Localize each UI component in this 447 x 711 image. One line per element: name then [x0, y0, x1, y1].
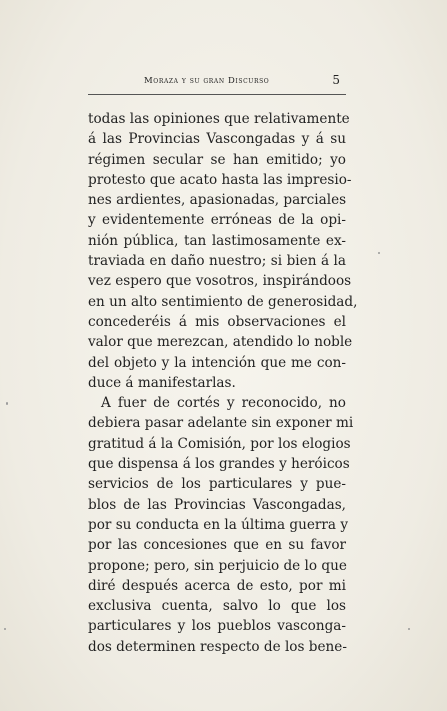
text-line: blos de las Provincias Vascongadas, — [88, 496, 346, 513]
text-line: diré después acerca de esto, por mi — [88, 577, 346, 594]
text-line: del objeto y la intención que me con- — [88, 354, 346, 371]
text-line: en un alto sentimiento de generosidad, — [88, 293, 358, 310]
text-line: traviada en daño nuestro; si bien á la — [88, 253, 346, 270]
text-line: todas las opiniones que relativamente — [88, 111, 350, 127]
header-rule — [88, 94, 346, 95]
text-line: por su conducta en la última guerra y — [88, 516, 348, 533]
text-line: debiera pasar adelante sin exponer mi — [88, 415, 354, 432]
text-line: concederéis á mis observaciones el — [88, 313, 346, 330]
running-head: Moraza y su gran Discurso — [144, 76, 270, 86]
text-line: régimen secular se han emitido; yo — [88, 151, 346, 168]
text-line: exclusiva cuenta, salvo lo que los — [88, 598, 346, 615]
text-line: dos determinen respecto de los bene- — [88, 638, 347, 655]
text-line: nión pública, tan lastimosamente ex- — [88, 232, 346, 249]
paper-speck — [6, 402, 8, 405]
text-line: duce á manifestarlas. — [88, 374, 236, 391]
text-line: protesto que acato hasta las impresio- — [88, 171, 352, 188]
text-line: gratitud á la Comisión, por los elogios — [88, 435, 351, 452]
text-line: A fuer de cortés y reconocido, no — [101, 395, 346, 412]
text-line: propone; pero, sin perjuicio de lo que — [88, 557, 347, 574]
paper-speck — [408, 628, 410, 630]
text-line: nes ardientes, apasionadas, parciales — [88, 192, 347, 209]
paper-speck — [4, 628, 6, 630]
text-line: vez espero que vosotros, inspirándoos — [88, 273, 352, 290]
text-line: por las concesiones que en su favor — [88, 537, 346, 554]
text-line: y evidentemente erróneas de la opi- — [88, 212, 346, 229]
text-line: que dispensa á los grandes y heróicos — [88, 456, 350, 473]
page-header — [88, 73, 346, 96]
text-line: valor que merezcan, atendido lo noble — [88, 334, 353, 351]
paper-speck — [378, 252, 380, 254]
text-line: á las Provincias Vascongadas y á su — [88, 131, 346, 148]
text-line: servicios de los particulares y pue- — [88, 476, 346, 493]
body-text — [88, 109, 358, 657]
page-number: 5 — [332, 73, 340, 87]
text-line: particulares y los pueblos vasconga- — [88, 618, 346, 635]
